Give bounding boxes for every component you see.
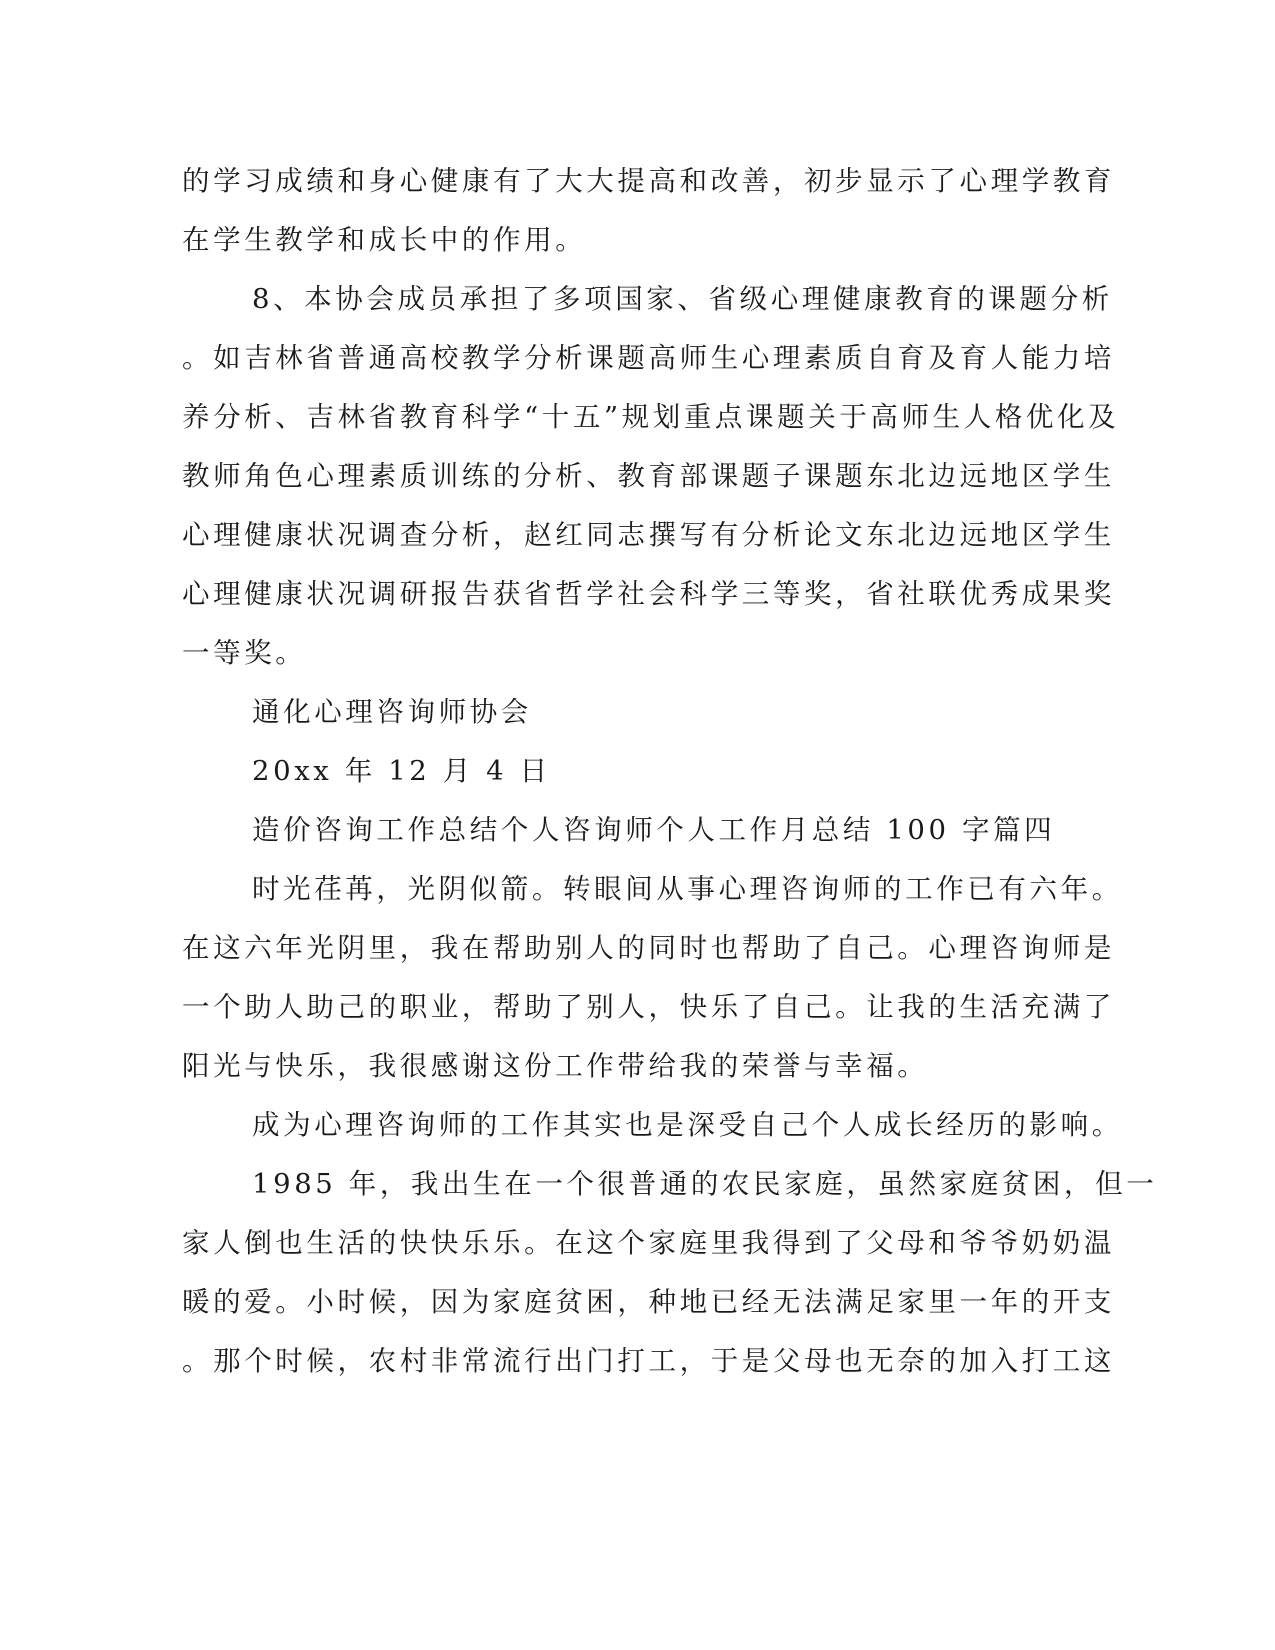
text-line: 养分析、吉林省教育科学“十五”规划重点课题关于高师生人格优化及 [182, 401, 1120, 433]
text-line: 通化心理咨询师协会 [252, 696, 532, 728]
text-line: 心理健康状况调研报告获省哲学社会科学三等奖，省社联优秀成果奖 [182, 578, 1115, 610]
text-line: 1985 年，我出生在一个很普通的农民家庭，虽然家庭贫困，但一 [252, 1168, 1158, 1200]
text-line: 在学生教学和成长中的作用。 [182, 224, 587, 256]
text-line: 成为心理咨询师的工作其实也是深受自己个人成长经历的影响。 [252, 1109, 1123, 1141]
text-line: 一个助人助己的职业，帮助了别人，快乐了自己。让我的生活充满了 [182, 991, 1115, 1023]
text-line: 家人倒也生活的快快乐乐。在这个家庭里我得到了父母和爷爷奶奶温 [182, 1227, 1115, 1259]
text-line: 阳光与快乐，我很感谢这份工作带给我的荣誉与幸福。 [182, 1050, 929, 1082]
text-line: 时光荏苒，光阴似箭。转眼间从事心理咨询师的工作已有六年。 [252, 873, 1123, 905]
text-line: 教师角色心理素质训练的分析、教育部课题子课题东北边远地区学生 [182, 460, 1115, 492]
text-line: 的学习成绩和身心健康有了大大提高和改善，初步显示了心理学教育 [182, 165, 1115, 197]
text-line: 暖的爱。小时候，因为家庭贫困，种地已经无法满足家里一年的开支 [182, 1286, 1115, 1318]
text-line: 一等奖。 [182, 637, 307, 669]
text-line: 。如吉林省普通高校教学分析课题高师生心理素质自育及育人能力培 [182, 342, 1115, 374]
text-line: 8、本协会成员承担了多项国家、省级心理健康教育的课题分析 [252, 283, 1113, 315]
text-line: 在这六年光阴里，我在帮助别人的同时也帮助了自己。心理咨询师是 [182, 932, 1115, 964]
text-line: 造价咨询工作总结个人咨询师个人工作月总结 100 字篇四 [252, 814, 1056, 846]
text-line: 。那个时候，农村非常流行出门打工，于是父母也无奈的加入打工这 [182, 1345, 1115, 1377]
text-line: 心理健康状况调查分析，赵红同志撰写有分析论文东北边远地区学生 [182, 519, 1115, 551]
text-line: 20xx 年 12 月 4 日 [252, 755, 551, 787]
